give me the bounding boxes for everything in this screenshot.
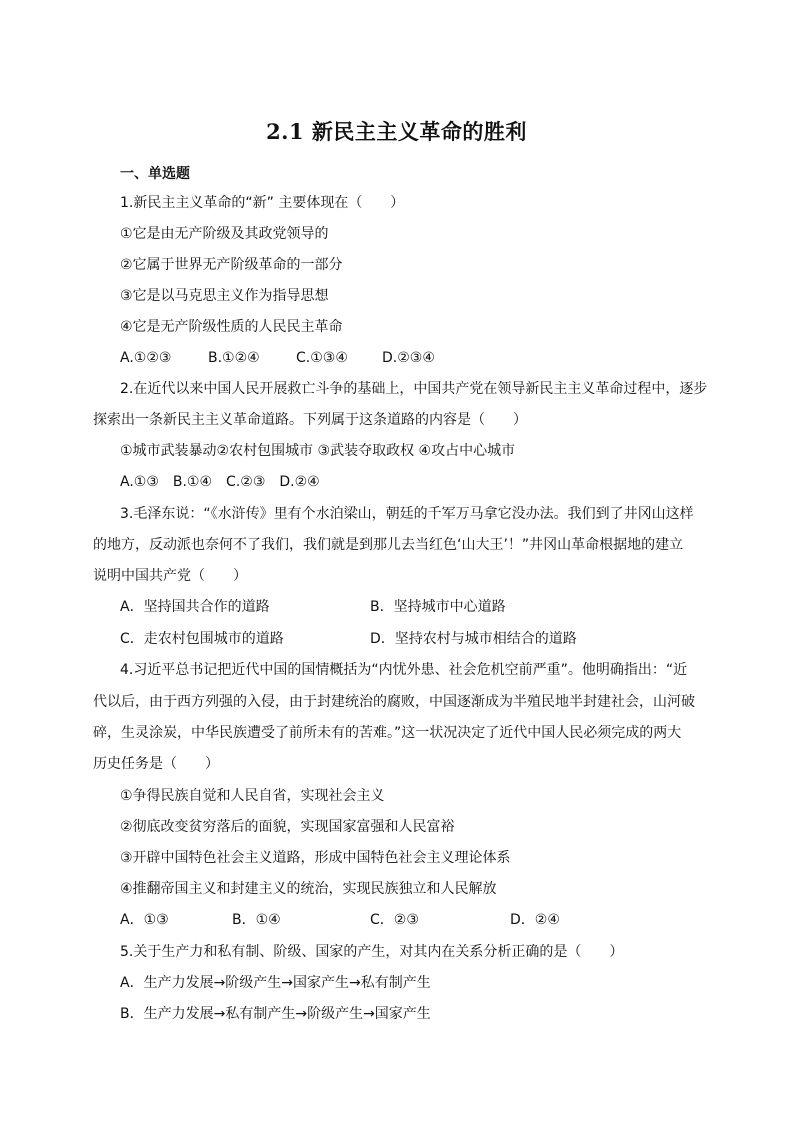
question-3-stem-line-3: 说明中国共产党（ ） — [93, 568, 247, 584]
question-2-items: ①城市武装暴动②农村包围城市 ③武装夺取政权 ④攻占中心城市 — [120, 443, 516, 459]
question-3-option-c: C．走农村包围城市的道路 — [120, 631, 284, 647]
question-1-option-a: A.①②③ — [120, 350, 172, 366]
question-3-option-a: A．坚持国共合作的道路 — [120, 599, 270, 615]
question-1-option-b: B.①②④ — [208, 350, 260, 366]
question-3-stem-line-2: 的地方，反动派也奈何不了我们，我们就是到那儿去当红色‘山大王’！”井冈山革命根据地的建立 — [93, 537, 684, 553]
question-3-option-b: B．坚持城市中心道路 — [370, 599, 506, 615]
document-title: 2.1 新民主主义革命的胜利 — [266, 119, 527, 144]
question-4-option-c: C．②③ — [370, 912, 419, 928]
question-1-item-1: ①它是由无产阶级及其政党领导的 — [120, 226, 329, 242]
question-4-stem-line-4: 历史任务是（ ） — [93, 756, 219, 772]
question-1-item-2: ②它属于世界无产阶级革命的一部分 — [120, 257, 343, 273]
question-1-item-4: ④它是无产阶级性质的人民民主革命 — [120, 319, 343, 335]
question-5-option-a: A．生产力发展→阶级产生→国家产生→私有制产生 — [120, 975, 431, 991]
question-4-item-1: ①争得民族自觉和人民自省，实现社会主义 — [120, 788, 385, 804]
question-3-stem-line-1: 3.毛泽东说：“《水浒传》里有个水泊梁山，朝廷的千军万马拿它没办法。我们到了井冈山这样 — [120, 506, 694, 522]
section-heading: 一、单选题 — [120, 166, 190, 182]
question-4-stem-line-3: 碎，生灵涂炭，中华民族遭受了前所未有的苦难。”这一状况决定了近代中国人民必须完成的两大 — [93, 725, 682, 741]
question-4-stem-line-2: 代以后，由于西方列强的入侵，由于封建统治的腐败，中国逐渐成为半殖民地半封建社会，山河破 — [93, 694, 695, 710]
question-3-option-d: D．坚持农村与城市相结合的道路 — [370, 631, 577, 647]
question-4-option-d: D．②④ — [510, 912, 560, 928]
question-4-stem-line-1: 4.习近平总书记把近代中国的国情概括为“内忧外患、社会危机空前严重”。他明确指出：“近 — [120, 662, 688, 678]
question-2-options: A.①③ B.①④ C.②③ D.②④ — [120, 474, 320, 490]
question-4-item-3: ③开辟中国特色社会主义道路，形成中国特色社会主义理论体系 — [120, 850, 511, 866]
question-4-option-a: A．①③ — [120, 912, 169, 928]
question-4-item-4: ④推翻帝国主义和封建主义的统治，实现民族独立和人民解放 — [120, 881, 497, 897]
question-2-stem-line-1: 2.在近代以来中国人民开展救亡斗争的基础上，中国共产党在领导新民主主义革命过程中，逐步 — [120, 381, 708, 397]
question-5-option-b: B．生产力发展→私有制产生→阶级产生→国家产生 — [120, 1006, 431, 1022]
question-5-stem: 5.关于生产力和私有制、阶级、国家的产生，对其内在关系分析正确的是（ ） — [120, 944, 624, 960]
question-4-option-b: B．①④ — [232, 912, 281, 928]
question-1-option-c: C.①③④ — [296, 350, 348, 366]
question-4-item-2: ②彻底改变贫穷落后的面貌，实现国家富强和人民富裕 — [120, 819, 455, 835]
question-1-stem: 1.新民主主义革命的“新” 主要体现在（ ） — [120, 195, 405, 211]
question-1-option-d: D.②③④ — [382, 350, 435, 366]
question-1-item-3: ③它是以马克思主义作为指导思想 — [120, 288, 329, 304]
question-2-stem-line-2: 探索出一条新民主主义革命道路。下列属于这条道路的内容是（ ） — [93, 412, 527, 428]
